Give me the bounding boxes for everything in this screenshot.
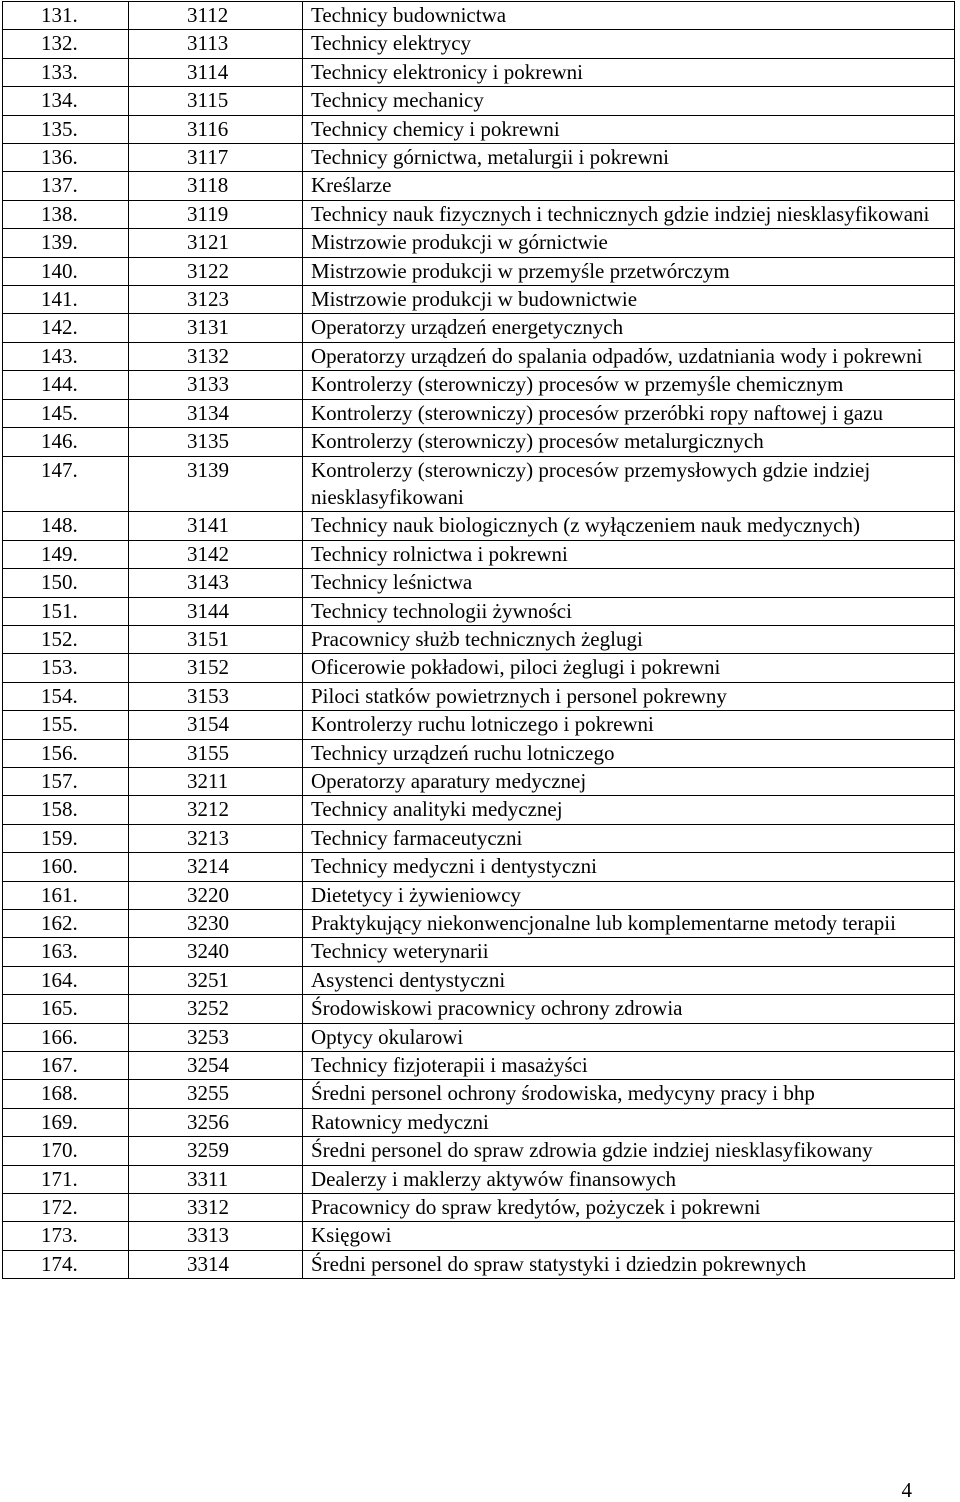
occupation-title: Technicy nauk fizycznych i technicznych gdzie indziej niesklasyfikowani [303,200,955,228]
table-row [3,286,955,314]
occupation-title: Mistrzowie produkcji w przemyśle przetwórczym [303,257,955,285]
row-number: 159. [3,824,129,852]
occupation-code: 3143 [129,569,303,597]
table-row [3,654,955,682]
table-row [3,569,955,597]
occupation-title: Dealerzy i maklerzy aktywów finansowych [303,1165,955,1193]
row-number: 145. [3,399,129,427]
table-row [3,229,955,257]
row-number: 139. [3,229,129,257]
occupation-code: 3133 [129,371,303,399]
table-row [3,711,955,739]
occupation-code: 3134 [129,399,303,427]
occupation-title: Mistrzowie produkcji w górnictwie [303,229,955,257]
occupation-code: 3255 [129,1080,303,1108]
occupation-title: Pracownicy służb technicznych żeglugi [303,625,955,653]
occupation-code: 3116 [129,115,303,143]
table-row [3,739,955,767]
occupation-title: Technicy medyczni i dentystyczni [303,853,955,881]
row-number: 141. [3,286,129,314]
row-number: 133. [3,58,129,86]
table-row [3,625,955,653]
table-row [3,1137,955,1165]
table-row [3,399,955,427]
occupation-code: 3152 [129,654,303,682]
occupation-title: Średni personel do spraw statystyki i dziedzin pokrewnych [303,1250,955,1278]
row-number: 151. [3,597,129,625]
row-number: 136. [3,144,129,172]
occupation-title: Technicy farmaceutyczni [303,824,955,852]
table-row [3,796,955,824]
occupation-code: 3214 [129,853,303,881]
occupation-code: 3155 [129,739,303,767]
table-row [3,172,955,200]
occupation-title: Księgowi [303,1222,955,1250]
occupation-title: Średni personel ochrony środowiska, medycyny pracy i bhp [303,1080,955,1108]
occupation-code: 3141 [129,512,303,540]
table-row [3,1052,955,1080]
occupation-code: 3251 [129,966,303,994]
occupation-title: Praktykujący niekonwencjonalne lub komplementarne metody terapii [303,910,955,938]
table-row [3,512,955,540]
occupation-code: 3112 [129,2,303,30]
occupation-title: Technicy analityki medycznej [303,796,955,824]
table-row [3,597,955,625]
occupation-title: Technicy elektrycy [303,30,955,58]
table-row [3,1222,955,1250]
occupation-code: 3253 [129,1023,303,1051]
occupation-title: Technicy rolnictwa i pokrewni [303,540,955,568]
table-row [3,456,955,512]
table-row [3,1023,955,1051]
occupation-title: Kreślarze [303,172,955,200]
table-row [3,938,955,966]
row-number: 142. [3,314,129,342]
occupation-code: 3123 [129,286,303,314]
occupation-code: 3115 [129,87,303,115]
occupation-code: 3312 [129,1194,303,1222]
occupation-code: 3212 [129,796,303,824]
occupation-code: 3122 [129,257,303,285]
occupation-title: Optycy okularowi [303,1023,955,1051]
table-row [3,1194,955,1222]
occupation-title: Ratownicy medyczni [303,1108,955,1136]
occupation-title: Piloci statków powietrznych i personel pokrewny [303,682,955,710]
table-row [3,1165,955,1193]
row-number: 157. [3,767,129,795]
occupation-title: Środowiskowi pracownicy ochrony zdrowia [303,995,955,1023]
table-row [3,995,955,1023]
occupation-code: 3119 [129,200,303,228]
table-row [3,966,955,994]
occupation-title: Technicy budownictwa [303,2,955,30]
occupations-table-body [3,2,955,1279]
table-row [3,115,955,143]
table-row [3,144,955,172]
occupation-code: 3240 [129,938,303,966]
occupation-title: Kontrolerzy (sterowniczy) procesów w przemyśle chemicznym [303,371,955,399]
row-number: 135. [3,115,129,143]
occupation-title: Technicy mechanicy [303,87,955,115]
table-row [3,58,955,86]
occupation-title: Kontrolerzy (sterowniczy) procesów metalurgicznych [303,428,955,456]
table-row [3,910,955,938]
occupation-title: Operatorzy aparatury medycznej [303,767,955,795]
occupation-code: 3139 [129,456,303,512]
occupation-code: 3230 [129,910,303,938]
occupation-title: Technicy leśnictwa [303,569,955,597]
occupation-title: Mistrzowie produkcji w budownictwie [303,286,955,314]
occupation-title: Operatorzy urządzeń do spalania odpadów, uzdatniania wody i pokrewni [303,342,955,370]
occupation-code: 3142 [129,540,303,568]
occupation-code: 3314 [129,1250,303,1278]
occupation-code: 3220 [129,881,303,909]
row-number: 138. [3,200,129,228]
row-number: 160. [3,853,129,881]
occupation-code: 3311 [129,1165,303,1193]
occupation-title: Technicy elektronicy i pokrewni [303,58,955,86]
occupation-code: 3211 [129,767,303,795]
table-row [3,30,955,58]
table-row [3,342,955,370]
table-row [3,200,955,228]
occupation-code: 3313 [129,1222,303,1250]
table-row [3,314,955,342]
row-number: 165. [3,995,129,1023]
occupation-title: Technicy weterynarii [303,938,955,966]
occupation-code: 3153 [129,682,303,710]
row-number: 131. [3,2,129,30]
row-number: 152. [3,625,129,653]
table-row [3,853,955,881]
table-row [3,2,955,30]
row-number: 171. [3,1165,129,1193]
occupation-code: 3154 [129,711,303,739]
occupation-title: Dietetycy i żywieniowcy [303,881,955,909]
occupation-code: 3135 [129,428,303,456]
row-number: 137. [3,172,129,200]
table-row [3,540,955,568]
row-number: 167. [3,1052,129,1080]
row-number: 164. [3,966,129,994]
row-number: 161. [3,881,129,909]
row-number: 150. [3,569,129,597]
occupation-title: Technicy technologii żywności [303,597,955,625]
occupation-title: Technicy chemicy i pokrewni [303,115,955,143]
table-row [3,87,955,115]
occupations-table [2,1,955,1279]
table-row [3,428,955,456]
occupation-title: Technicy górnictwa, metalurgii i pokrewni [303,144,955,172]
table-row [3,257,955,285]
table-row [3,824,955,852]
row-number: 144. [3,371,129,399]
row-number: 149. [3,540,129,568]
occupation-code: 3252 [129,995,303,1023]
occupation-code: 3254 [129,1052,303,1080]
row-number: 147. [3,456,129,512]
occupation-title: Technicy nauk biologicznych (z wyłączeniem nauk medycznych) [303,512,955,540]
row-number: 153. [3,654,129,682]
row-number: 168. [3,1080,129,1108]
row-number: 169. [3,1108,129,1136]
row-number: 140. [3,257,129,285]
occupation-title: Pracownicy do spraw kredytów, pożyczek i pokrewni [303,1194,955,1222]
row-number: 162. [3,910,129,938]
table-row [3,1108,955,1136]
table-row [3,682,955,710]
occupation-code: 3213 [129,824,303,852]
occupation-code: 3144 [129,597,303,625]
occupation-code: 3151 [129,625,303,653]
row-number: 166. [3,1023,129,1051]
occupation-code: 3132 [129,342,303,370]
occupation-title: Technicy urządzeń ruchu lotniczego [303,739,955,767]
occupation-title: Technicy fizjoterapii i masażyści [303,1052,955,1080]
page-number: 4 [901,1478,912,1502]
occupation-code: 3114 [129,58,303,86]
occupation-code: 3256 [129,1108,303,1136]
occupation-code: 3259 [129,1137,303,1165]
occupation-code: 3121 [129,229,303,257]
row-number: 174. [3,1250,129,1278]
table-row [3,1080,955,1108]
occupation-code: 3118 [129,172,303,200]
occupation-code: 3113 [129,30,303,58]
occupation-code: 3117 [129,144,303,172]
row-number: 156. [3,739,129,767]
occupation-title: Średni personel do spraw zdrowia gdzie indziej niesklasyfikowany [303,1137,955,1165]
occupation-title: Oficerowie pokładowi, piloci żeglugi i pokrewni [303,654,955,682]
row-number: 146. [3,428,129,456]
row-number: 170. [3,1137,129,1165]
row-number: 158. [3,796,129,824]
row-number: 134. [3,87,129,115]
occupation-title: Kontrolerzy (sterowniczy) procesów przeróbki ropy naftowej i gazu [303,399,955,427]
row-number: 143. [3,342,129,370]
table-row [3,881,955,909]
occupation-code: 3131 [129,314,303,342]
occupation-title: Asystenci dentystyczni [303,966,955,994]
row-number: 155. [3,711,129,739]
row-number: 154. [3,682,129,710]
row-number: 148. [3,512,129,540]
row-number: 132. [3,30,129,58]
row-number: 163. [3,938,129,966]
table-row [3,371,955,399]
occupation-title: Kontrolerzy ruchu lotniczego i pokrewni [303,711,955,739]
table-row [3,1250,955,1278]
occupation-title: Operatorzy urządzeń energetycznych [303,314,955,342]
table-row [3,767,955,795]
row-number: 173. [3,1222,129,1250]
row-number: 172. [3,1194,129,1222]
occupation-title: Kontrolerzy (sterowniczy) procesów przemysłowych gdzie indziej niesklasyfikowani [303,456,955,512]
